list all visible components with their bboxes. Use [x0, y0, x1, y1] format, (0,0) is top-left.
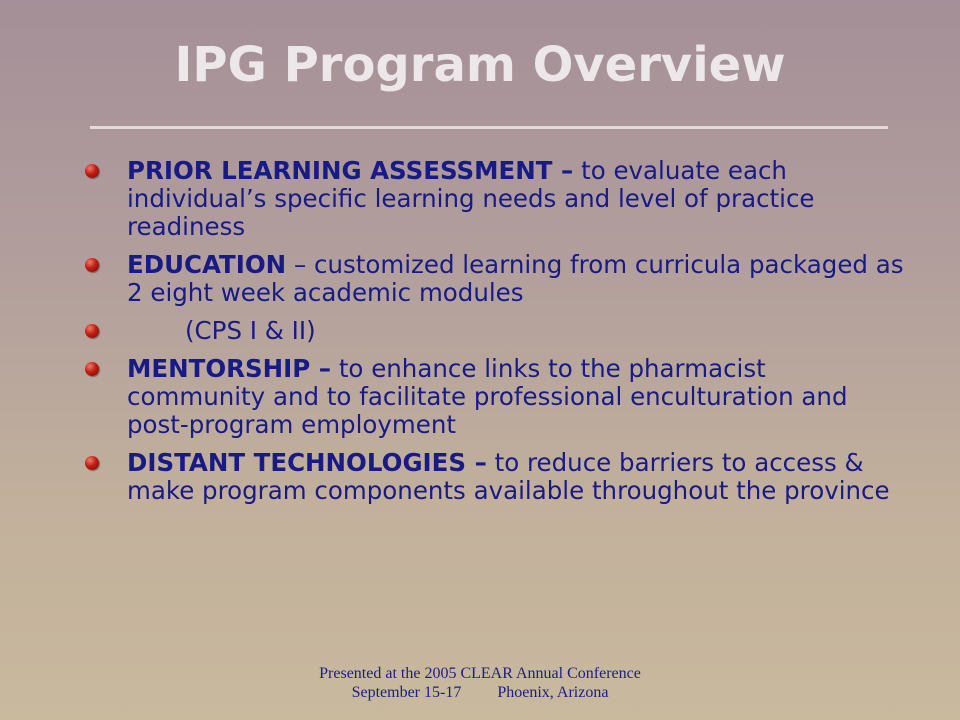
footer-date-location	[0, 683, 960, 702]
bullet-icon	[85, 456, 99, 470]
bullet-item-cps	[84, 317, 904, 345]
bullet-icon	[85, 324, 99, 338]
bullet-term: DISTANT TECHNOLOGIES –	[127, 448, 487, 477]
bullet-text: (CPS I & II)	[185, 316, 316, 345]
bullet-text: – customized learning from curricula packaged as 2 eight week academic modules	[127, 250, 904, 307]
bullet-item-education	[84, 251, 904, 307]
bullet-item-mentorship	[84, 355, 904, 439]
bullet-icon	[85, 258, 99, 272]
bullet-term: EDUCATION	[127, 250, 287, 279]
footer-location: Phoenix, Arizona	[497, 684, 609, 701]
bullet-item-distant-technologies	[84, 449, 904, 505]
bullet-term: PRIOR LEARNING ASSESSMENT –	[127, 156, 574, 185]
footer-dates: September 15-17	[351, 684, 462, 701]
bullet-text: to enhance links to the pharmacist community and to facilitate professional enculturation and post-program employment	[127, 354, 848, 439]
slide-title: IPG Program Overview	[174, 37, 786, 93]
bullet-term: MENTORSHIP –	[127, 354, 332, 383]
footer-conference: Presented at the 2005 CLEAR Annual Conference	[319, 665, 641, 682]
slide-footer	[0, 664, 960, 702]
title-divider	[90, 126, 888, 129]
bullet-text: to reduce barriers to access & make program components available throughout the province	[127, 448, 890, 505]
bullet-icon	[85, 164, 99, 178]
bullet-icon	[85, 362, 99, 376]
bullet-item-prior-learning	[84, 157, 904, 241]
bullet-text: to evaluate each individual’s specific learning needs and level of practice readiness	[127, 156, 815, 241]
bullet-list	[84, 157, 904, 515]
